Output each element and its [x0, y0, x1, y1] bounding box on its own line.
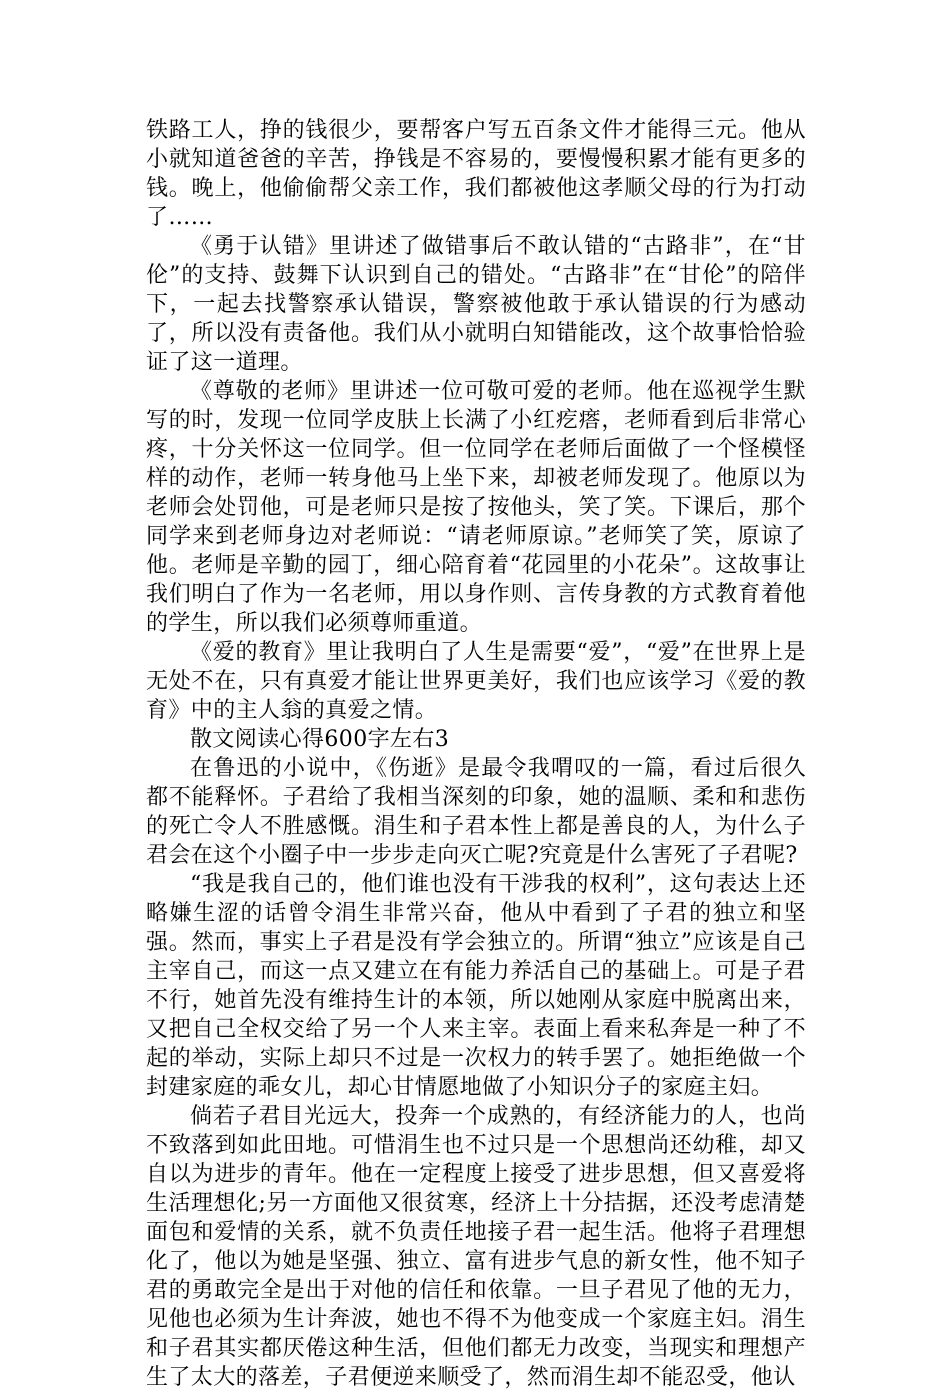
paragraph: 《尊敬的老师》里讲述一位可敬可爱的老师。他在巡视学生默写的时，发现一位同学皮肤上长满了小红疙瘩，老师看到后非常心疼，十分关怀这一位同学。但一位同学在老师后面做了一个怪模怪样的动作，老师一转身他马上坐下来，却被老师发现了。他原以为老师会处罚他，可是老师只是按了按他头，笑了笑。下课后，那个同学来到老师身边对老师说：“请老师原谅。”老师笑了笑，原谅了他。老师是辛勤的园丁，细心陪育着“花园里的小花朵”。这故事让我们明白了作为一名老师，用以身作则、言传身教的方式教育着他的学生，所以我们必须尊师重道。 — [146, 379, 806, 636]
paragraph: “我是我自己的，他们谁也没有干涉我的权利”，这句表达上还略嫌生涩的话曾令涓生非常兴奋，他从中看到了子君的独立和坚强。然而，事实上子君是没有学会独立的。所谓“独立”应该是自己主宰自己，而这一点又建立在有能力养活自己的基础上。可是子君不行，她首先没有维持生计的本领，所以她刚从家庭中脱离出来，又把自己全权交给了另一个人来主宰。表面上看来私奔是一种了不起的举动，实际上却只不过是一次权力的转手罢了。她拒绝做一个封建家庭的乖女儿，却心甘情愿地做了小知识分子的家庭主妇。 — [146, 872, 806, 1100]
paragraph: 倘若子君目光远大，投奔一个成熟的，有经济能力的人，也尚不致落到如此田地。可惜涓生也不过只是一个思想尚还幼稚，却又自以为进步的青年。他在一定程度上接受了进步思想，但又喜爱将生活理想化;另一方面他又很贫寒，经济上十分拮据，还没考虑清楚面包和爱情的关系，就不负责任地接子君一起生活。他将子君理想化了，他以为她是坚强、独立、富有进步气息的新女性，他不知子君的勇敢完全是出于对他的信任和依靠。一旦子君见了他的无力，见他也必须为生计奔波，她也不得不为他变成一个家庭主妇。涓生和子君其实都厌倦这种生活，但他们都无力改变，当现实和理想产生了太大的落差，子君便逆来顺受了，然而涓生却不能忍受，他认 — [146, 1104, 806, 1390]
paragraph: 在鲁迅的小说中，《伤逝》是最令我喟叹的一篇，看过后很久都不能释怀。子君给了我相当深刻的印象，她的温顺、柔和和悲伤的死亡令人不胜感慨。涓生和子君本性上都是善良的人，为什么子君会在这个小圈子中一步步走向灭亡呢?究竟是什么害死了子君呢? — [146, 756, 806, 868]
document-body — [146, 116, 806, 1392]
paragraph: 《爱的教育》里让我明白了人生是需要“爱”，“爱”在世界上是无处不在，只有真爱才能让世界更美好，我们也应该学习《爱的教育》中的主人翁的真爱之情。 — [146, 640, 806, 723]
paragraph: 《勇于认错》里讲述了做错事后不敢认错的“古路非”，在“甘伦”的支持、鼓舞下认识到自己的错处。“古路非”在“甘伦”的陪伴下，一起去找警察承认错误，警察被他敢于承认错误的行为感动了，所以没有责备他。我们从小就明白知错能改，这个故事恰恰验证了这一道理。 — [146, 234, 806, 375]
section-heading: 散文阅读心得600字左右3 — [190, 727, 450, 752]
paragraph: 铁路工人，挣的钱很少，要帮客户写五百条文件才能得三元。他从小就知道爸爸的辛苦，挣钱是不容易的，要慢慢积累才能有更多的钱。晚上，他偷偷帮父亲工作，我们都被他这孝顺父母的行为打动了…… — [146, 118, 806, 230]
